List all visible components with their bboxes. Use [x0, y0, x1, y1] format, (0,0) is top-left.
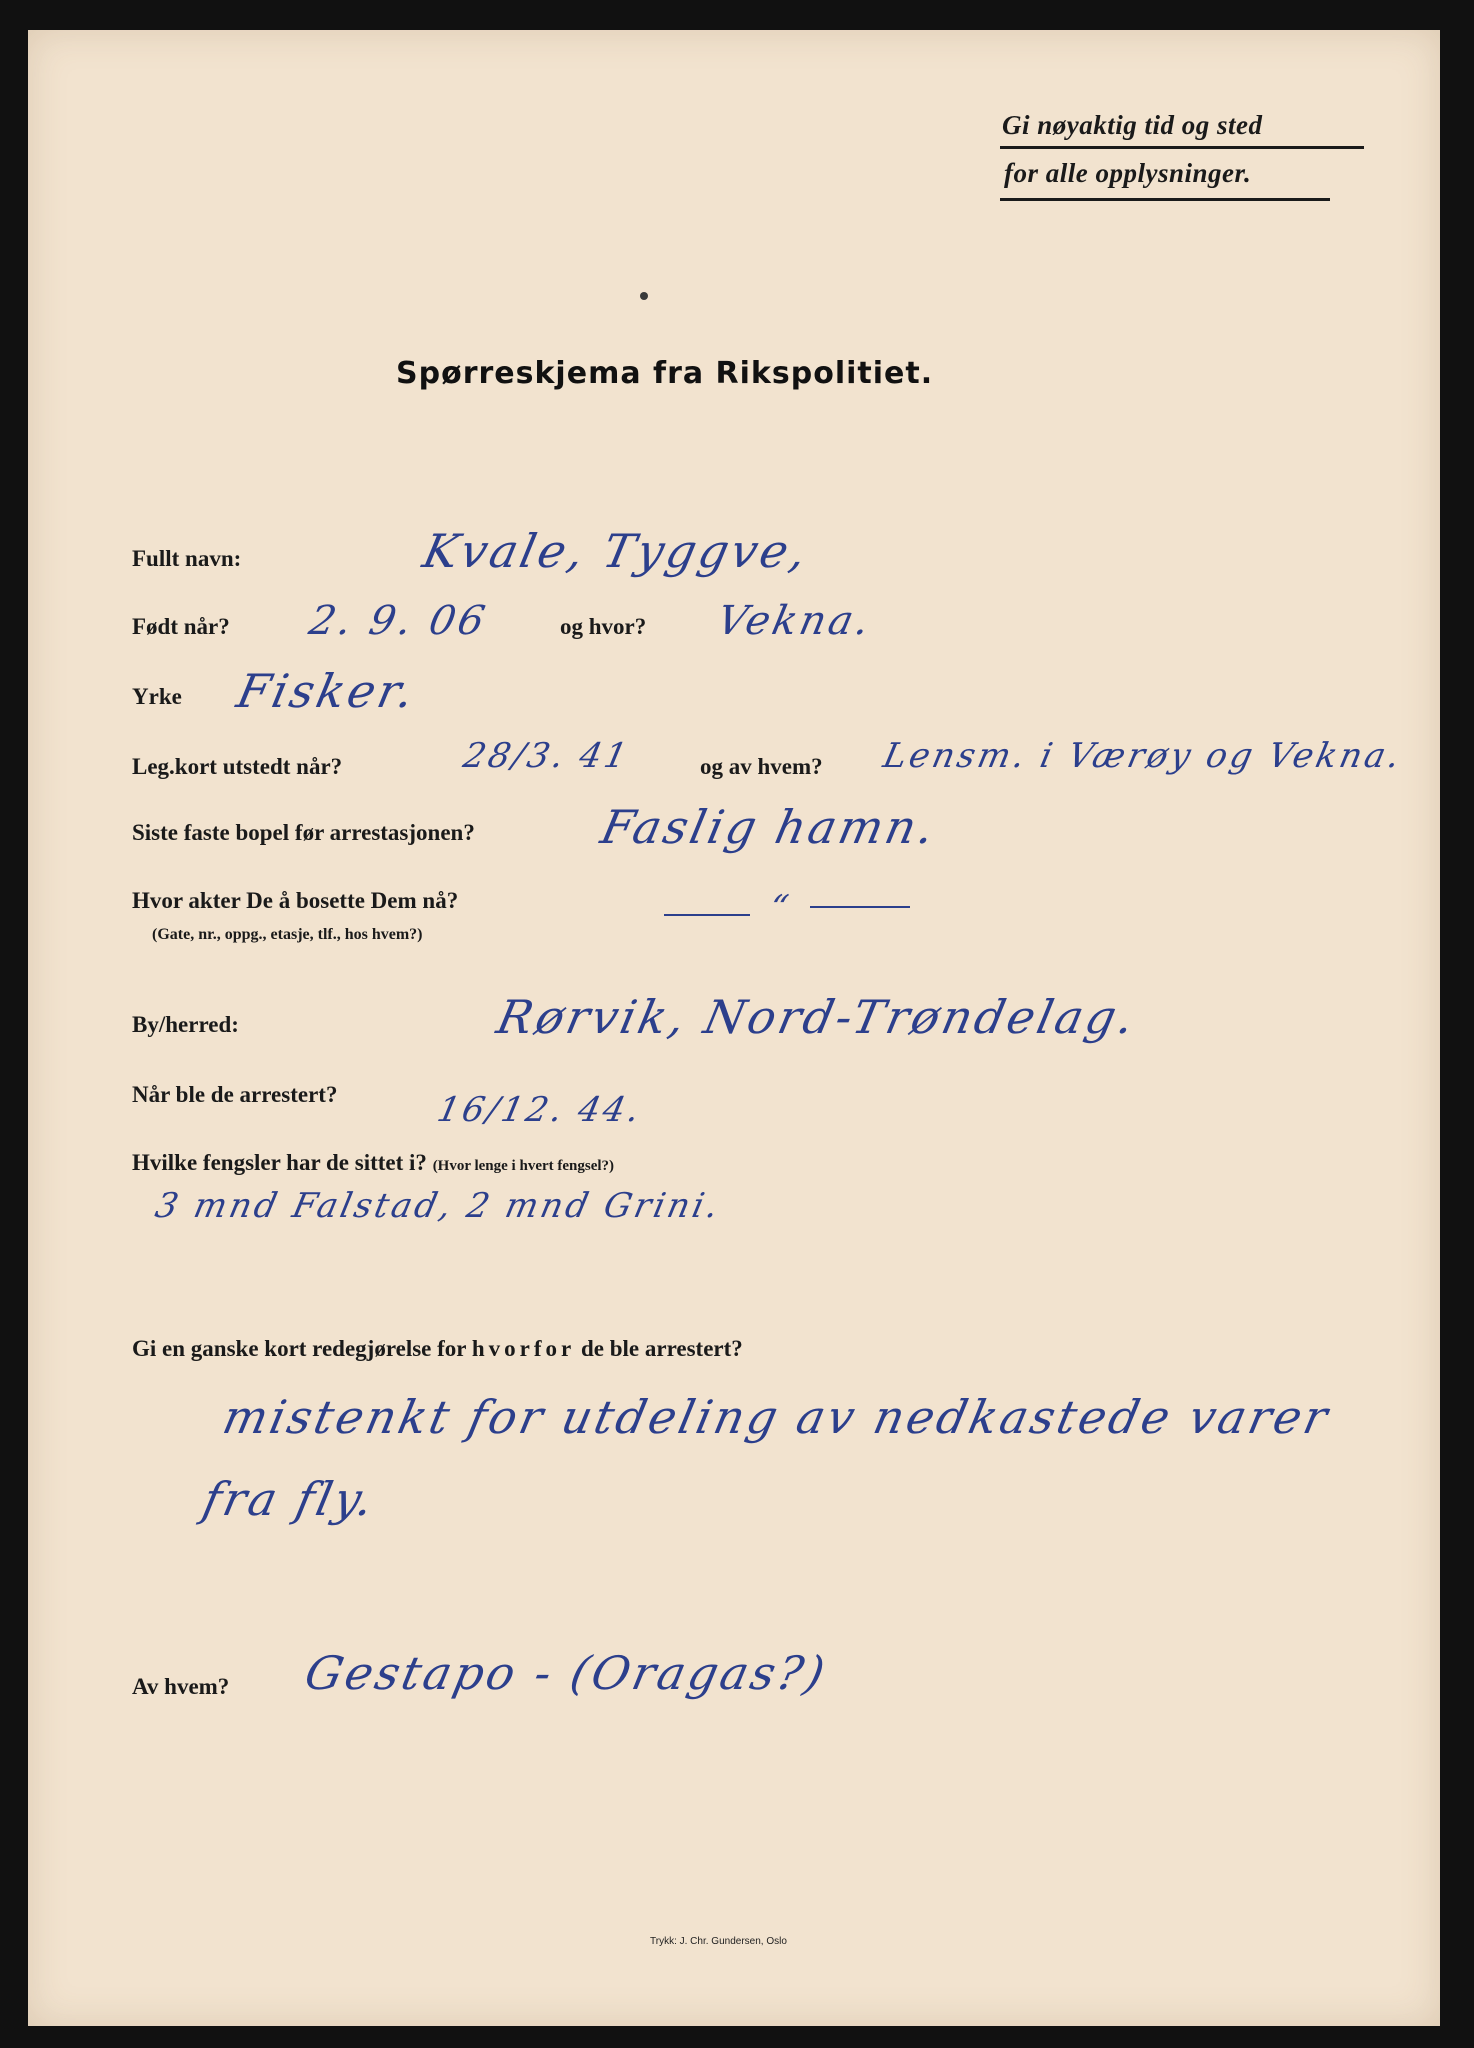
value-born-where: Vekna.	[713, 598, 877, 644]
header-note-underline-1	[1000, 146, 1364, 149]
value-reason-line1: mistenkt for utdeling av nedkastede varer	[218, 1390, 1336, 1444]
value-reason-line2: fra fly.	[198, 1472, 382, 1526]
label-municipality: By/herred:	[132, 1012, 239, 1037]
value-last-residence: Faslig hamn.	[596, 800, 942, 854]
value-id-card-issued: 28/3. 41	[459, 736, 634, 776]
label-born-when: Født når?	[132, 614, 230, 639]
label-settle-hint: (Gate, nr., oppg., etasje, tlf., hos hvem?)	[152, 926, 423, 943]
ditto-dash-right	[810, 906, 910, 908]
label-last-residence: Siste faste bopel før arrestasjonen?	[132, 820, 475, 845]
header-note-underline-2	[1000, 198, 1330, 201]
value-occupation: Fisker.	[232, 664, 422, 718]
label-prisons	[132, 1150, 614, 1176]
label-id-card-issued: Leg.kort utstedt når?	[132, 754, 343, 779]
header-note-line1: Gi nøyaktig tid og sted	[1002, 110, 1263, 140]
label-reason-why: hvorfor	[471, 1336, 576, 1361]
ditto-dash-left	[664, 914, 750, 916]
value-settle-ditto: “	[765, 888, 795, 928]
form-sheet	[28, 30, 1440, 2026]
form-title: Spørreskjema fra Rikspolitiet.	[396, 356, 934, 391]
label-reason	[132, 1336, 743, 1362]
value-prisons: 3 mnd Falstad, 2 mnd Grini.	[151, 1186, 725, 1226]
label-id-card-by: og av hvem?	[700, 754, 823, 779]
label-born-where: og hvor?	[560, 614, 647, 639]
value-arrested-when: 16/12. 44.	[433, 1090, 646, 1130]
paper-mark	[640, 292, 648, 300]
label-reason-start: Gi en ganske kort redegjørelse for	[132, 1336, 467, 1361]
label-arrested-when: Når ble de arrestert?	[132, 1082, 338, 1107]
label-by-whom: Av hvem?	[132, 1674, 230, 1699]
label-settle: Hvor akter De å bosette Dem nå?	[132, 888, 459, 913]
label-prisons-hint: (Hvor lenge i hvert fengsel?)	[432, 1158, 615, 1174]
value-municipality: Rørvik, Nord-Trøndelag.	[492, 990, 1142, 1044]
label-prisons-main: Hvilke fengsler har de sittet i?	[132, 1150, 427, 1175]
bleed-through-text	[668, 190, 671, 204]
label-full-name: Fullt navn:	[132, 546, 242, 571]
label-occupation: Yrke	[132, 684, 182, 709]
value-id-card-by: Lensm. i Værøy og Vekna.	[879, 736, 1407, 776]
header-note-line2: for alle opplysninger.	[1004, 158, 1252, 188]
value-by-whom: Gestapo - (Oragas?)	[300, 1646, 833, 1700]
value-full-name: Kvale, Tyggve,	[418, 524, 815, 578]
value-born-when: 2. 9. 06	[305, 598, 492, 644]
label-reason-end: de ble arrestert?	[580, 1336, 743, 1361]
printer-imprint: Trykk: J. Chr. Gundersen, Oslo	[650, 1936, 787, 1947]
